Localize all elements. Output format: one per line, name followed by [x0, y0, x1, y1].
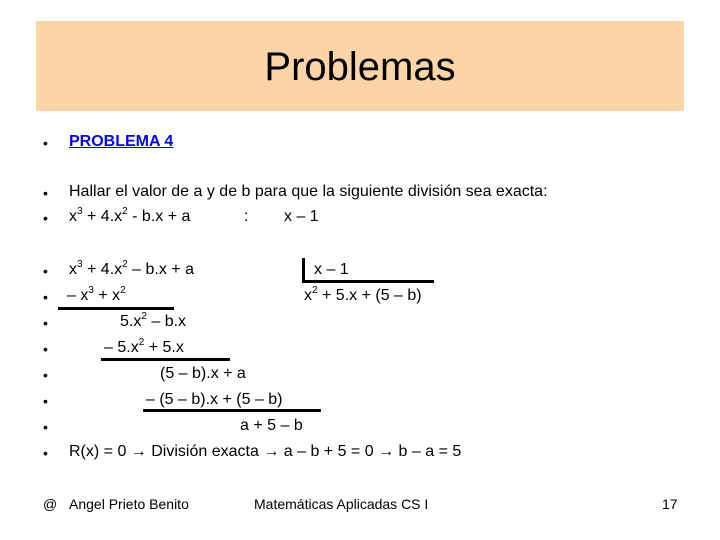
bullet: • — [43, 185, 48, 201]
division-bracket-vertical — [302, 258, 305, 282]
footer-author: Angel Prieto Benito — [69, 496, 189, 512]
bullet: • — [43, 263, 48, 279]
division-divisor: x – 1 — [314, 261, 349, 278]
footer-course: Matemáticas Aplicadas CS I — [254, 496, 429, 512]
division-row-subtract-3: – (5 – b).x + (5 – b) — [146, 391, 283, 408]
bullet: • — [43, 341, 48, 357]
footer-page-number: 17 — [662, 496, 678, 512]
division-rule-2 — [101, 358, 230, 361]
divisor-expression: x – 1 — [284, 208, 319, 225]
footer-symbol: @ — [43, 496, 58, 512]
bullet: • — [43, 315, 48, 331]
bullet: • — [43, 393, 48, 409]
bullet: • — [43, 419, 48, 435]
bullet: • — [43, 210, 48, 226]
division-row-subtract-2: – $5.x^2 + 5.x$ — [104, 336, 184, 356]
problem-statement: Hallar el valor de a y de b para que la siguiente división sea exacta: — [69, 183, 548, 200]
division-conclusion: R(x) = 0 → División exacta → a – b + 5 = 0 → b – a = 5 — [69, 443, 462, 460]
implies-arrow-icon: → — [130, 443, 147, 460]
division-colon: : — [244, 208, 249, 225]
implies-arrow-icon: → — [263, 443, 280, 460]
page-title: Problemas — [264, 45, 456, 89]
bullet: • — [43, 289, 48, 305]
bullet: • — [43, 135, 48, 151]
division-quotient: $x^2 + 5.x + (5 - b)$ — [304, 284, 422, 304]
division-row-remainder-1: $5.x^2 - b.x$ — [120, 310, 187, 330]
division-bracket-horizontal — [302, 280, 434, 283]
bullet: • — [43, 367, 48, 383]
division-row-dividend: $x^3 + 4.x^2 - b.x + a$ — [69, 258, 194, 278]
implies-arrow-icon: → — [378, 443, 395, 460]
division-rule-1 — [58, 307, 174, 310]
bullet: • — [43, 445, 48, 461]
dividend-expression: $x^3 + 4.x^2 - b.x + a$ — [69, 205, 191, 225]
division-row-subtract-1: – $x^3 + x^2$ — [67, 284, 126, 304]
division-row-remainder-2: (5 – b).x + a — [160, 365, 246, 382]
problem-link[interactable]: PROBLEMA 4 — [69, 133, 174, 150]
division-final-remainder: a + 5 – b — [240, 417, 303, 434]
division-rule-3 — [143, 409, 321, 412]
title-bar — [36, 21, 684, 111]
